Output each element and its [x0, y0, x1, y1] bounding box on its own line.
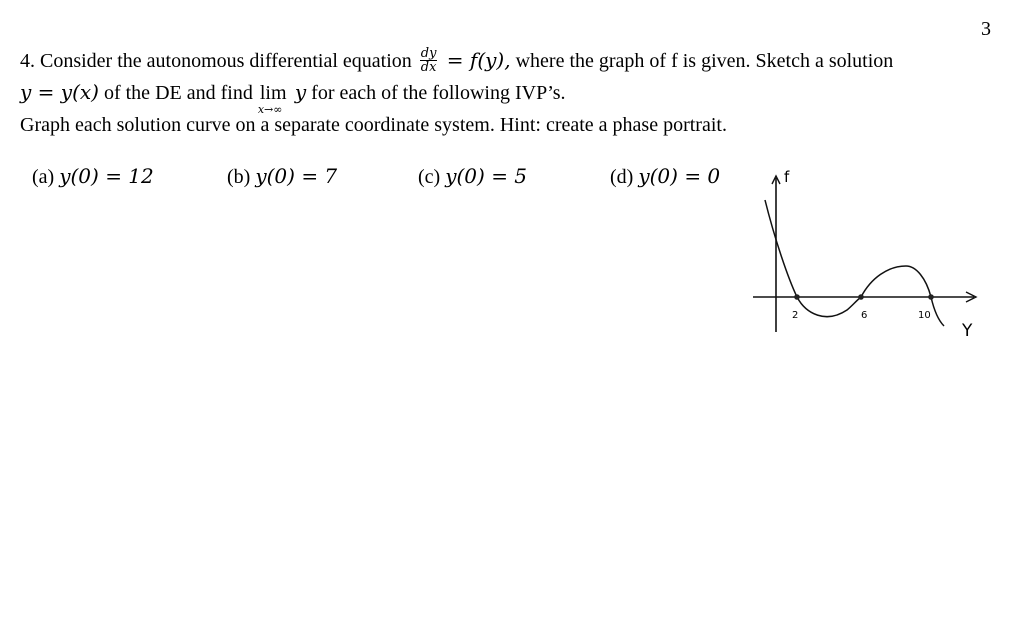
limit-variable: y — [288, 80, 307, 104]
problem-line2-mid: of the DE and find — [98, 82, 258, 104]
ivp-label: (b) — [227, 166, 251, 188]
zero-point-10 — [928, 294, 934, 300]
ivp-condition: y(0) = 7 — [255, 164, 338, 188]
ivp-d — [610, 164, 720, 189]
ivp-list — [20, 164, 740, 190]
problem-line-2 — [20, 80, 566, 116]
ivp-condition: y(0) = 5 — [445, 164, 528, 188]
problem-intro: 4. Consider the autonomous differential equation — [20, 50, 412, 72]
y-axis-label: Y — [962, 321, 973, 341]
limit-word: lim — [259, 82, 287, 104]
zero-point-2 — [794, 294, 800, 300]
tick-label-10: 10 — [918, 310, 931, 321]
limit-operator — [257, 82, 287, 116]
limit-subscript: x→∞ — [257, 103, 283, 116]
ivp-condition: y(0) = 0 — [638, 164, 721, 188]
ivp-label: (a) — [32, 166, 55, 188]
ivp-label: (c) — [418, 166, 441, 188]
zero-point-6 — [858, 294, 864, 300]
page-number: 3 — [981, 18, 991, 40]
tick-label-6: 6 — [861, 310, 868, 321]
solution-expression: y = y(x) — [20, 80, 99, 104]
problem-line-3: Graph each solution curve on a separate coordinate system. Hint: create a phase portrait. — [20, 114, 727, 136]
f-curve — [765, 200, 944, 326]
f-graph-sketch — [748, 160, 988, 350]
ivp-b — [227, 164, 337, 189]
ivp-label: (d) — [610, 166, 634, 188]
ivp-a — [32, 164, 154, 189]
problem-line2-rest: for each of the following IVP’s. — [306, 82, 566, 104]
ivp-condition: y(0) = 12 — [59, 164, 154, 188]
derivative-fraction — [420, 47, 438, 74]
frac-numerator: dy — [420, 45, 437, 61]
tick-label-2: 2 — [792, 310, 799, 321]
problem-line-1 — [20, 45, 894, 76]
problem-line1-rest: where the graph of f is given. Sketch a solution — [510, 50, 894, 72]
equation-rhs: = f(y), — [440, 48, 511, 72]
f-axis-label: f — [784, 168, 790, 186]
ivp-c — [418, 164, 527, 189]
frac-denominator: dx — [420, 59, 437, 75]
